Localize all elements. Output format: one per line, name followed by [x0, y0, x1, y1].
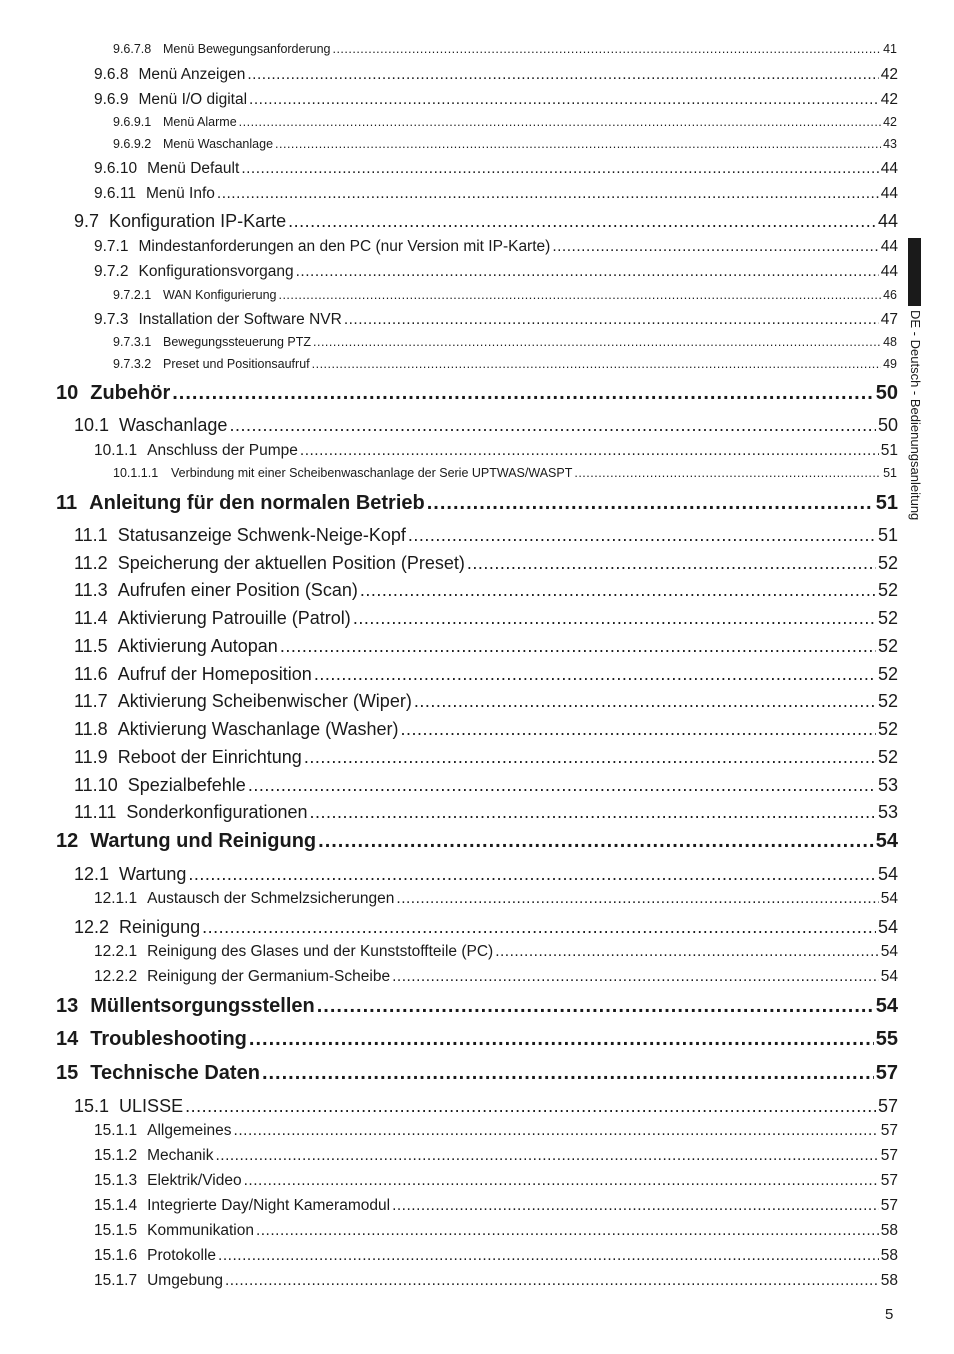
toc-page: 52: [877, 747, 898, 767]
toc-title: Menü I/O digital: [138, 91, 248, 108]
toc-page: 42: [880, 66, 898, 83]
toc-title: Elektrik/Video: [147, 1172, 242, 1189]
toc-entry[interactable]: [74, 636, 898, 657]
leader-dots: [215, 1147, 878, 1165]
toc-number: 9.7.1: [94, 238, 129, 255]
toc-number: 9.7.3.2: [113, 357, 152, 371]
toc-entry[interactable]: [94, 160, 898, 178]
toc-page: 57: [880, 1172, 898, 1189]
toc-number: 11.2: [74, 553, 108, 573]
toc-title: Technische Daten: [90, 1062, 260, 1084]
toc-entry[interactable]: [74, 917, 898, 938]
toc-page: 54: [877, 917, 898, 937]
toc-number: 11: [56, 492, 78, 514]
toc-page: 52: [877, 580, 898, 600]
toc-number: 15.1.2: [94, 1147, 138, 1164]
toc-title: Preset und Positionsaufruf: [163, 357, 310, 371]
toc-page: 50: [877, 415, 898, 435]
leader-dots: [218, 1247, 879, 1265]
toc-entry[interactable]: [74, 775, 898, 796]
toc-title: Aktivierung Scheibenwischer (Wiper): [117, 691, 412, 711]
leader-dots: [239, 115, 881, 129]
toc-page: 49: [883, 357, 897, 371]
toc-number: 11.3: [74, 580, 108, 600]
toc-entry[interactable]: [94, 1272, 898, 1290]
toc-title: Konfigurationsvorgang: [138, 263, 294, 280]
leader-dots: [414, 691, 876, 712]
leader-dots: [202, 917, 876, 938]
toc-entry[interactable]: [74, 1096, 898, 1117]
toc-title: Austausch der Schmelzsicherungen: [147, 890, 395, 907]
toc-number: 11.10: [74, 775, 118, 795]
leader-dots: [275, 137, 881, 151]
toc-number: 11.8: [74, 719, 108, 739]
page-number: 5: [885, 1306, 894, 1323]
toc-number: 11.1: [74, 525, 108, 545]
toc-entry[interactable]: [94, 968, 898, 986]
leader-dots: [314, 664, 876, 685]
leader-dots: [229, 415, 876, 436]
leader-dots: [392, 1197, 879, 1215]
toc-title: Anschluss der Pumpe: [147, 442, 298, 459]
toc-page: 57: [877, 1096, 898, 1116]
toc-number: 10.1: [74, 415, 110, 435]
toc-entry[interactable]: [113, 288, 897, 302]
toc-number: 9.6.8: [94, 66, 129, 83]
toc-number: 15.1.5: [94, 1222, 138, 1239]
toc-number: 15.1.4: [94, 1197, 138, 1214]
toc-page: 54: [875, 995, 898, 1017]
toc-number: 11.6: [74, 664, 108, 684]
toc-page: 52: [877, 553, 898, 573]
toc-chapter[interactable]: [56, 830, 898, 853]
leader-dots: [288, 211, 876, 232]
toc-title: Waschanlage: [119, 415, 228, 435]
toc-number: 15.1.6: [94, 1247, 138, 1264]
leader-dots: [304, 747, 876, 768]
leader-dots: [552, 238, 878, 256]
toc-title: Reinigung: [119, 917, 201, 937]
toc-page: 52: [877, 636, 898, 656]
leader-dots: [318, 830, 874, 853]
toc-page: 52: [877, 608, 898, 628]
leader-dots: [392, 968, 879, 986]
toc-page: 48: [883, 335, 897, 349]
toc-title: Menü Alarme: [163, 115, 237, 129]
toc-entry[interactable]: [94, 263, 898, 281]
leader-dots: [427, 492, 874, 515]
toc-entry[interactable]: [74, 719, 898, 740]
toc-page: 54: [877, 864, 898, 884]
toc-entry[interactable]: [74, 691, 898, 712]
toc-chapter[interactable]: [56, 382, 898, 405]
toc-page: 44: [880, 263, 898, 280]
leader-dots: [234, 1122, 879, 1140]
toc-number: 9.6.9: [94, 91, 129, 108]
toc-number: 10: [56, 382, 79, 404]
toc-number: 10.1.1: [94, 442, 138, 459]
toc-page: 53: [877, 775, 898, 795]
leader-dots: [317, 995, 874, 1018]
toc-number: 9.6.9.1: [113, 115, 152, 129]
toc-entry[interactable]: [94, 1222, 898, 1240]
toc-page: 57: [880, 1197, 898, 1214]
toc-page: 51: [875, 492, 898, 514]
toc-title: Menü Default: [147, 160, 240, 177]
toc-chapter[interactable]: [56, 492, 898, 515]
toc-title: Sonderkonfigurationen: [126, 802, 308, 822]
toc-entry[interactable]: [74, 802, 898, 823]
leader-dots: [467, 553, 876, 574]
toc-title: Bewegungssteuerung PTZ: [163, 335, 312, 349]
toc-page: 44: [880, 160, 898, 177]
toc-entry[interactable]: [74, 415, 898, 436]
toc-title: Konfiguration IP-Karte: [109, 211, 287, 231]
toc-entry[interactable]: [74, 580, 898, 601]
toc-number: 11.9: [74, 747, 108, 767]
toc-title: Menü Info: [145, 185, 215, 202]
leader-dots: [296, 263, 879, 281]
toc-title: Wartung und Reinigung: [90, 830, 317, 852]
toc-entry[interactable]: [74, 864, 898, 885]
toc-number: 12.2: [74, 917, 110, 937]
toc-number: 11.11: [74, 802, 117, 822]
toc-page: 57: [875, 1062, 898, 1084]
toc-number: 12.1.1: [94, 890, 138, 907]
toc-page: 51: [877, 525, 898, 545]
toc-page: 54: [880, 968, 898, 985]
toc-number: 10.1.1.1: [113, 466, 159, 480]
toc-number: 9.6.9.2: [113, 137, 152, 151]
toc-number: 11.4: [74, 608, 108, 628]
toc-number: 14: [56, 1028, 79, 1050]
toc-entry[interactable]: [94, 442, 898, 460]
toc-title: Troubleshooting: [90, 1028, 247, 1050]
toc-page: 42: [880, 91, 898, 108]
toc-title: Wartung: [119, 864, 187, 884]
leader-dots: [248, 775, 876, 796]
toc-title: Reinigung der Germanium-Scheibe: [147, 968, 391, 985]
toc-page: 54: [875, 830, 898, 852]
toc-title: Allgemeines: [147, 1122, 232, 1139]
toc-entry[interactable]: [74, 553, 898, 574]
leader-dots: [400, 719, 875, 740]
toc-page: 47: [880, 311, 898, 328]
leader-dots: [408, 525, 876, 546]
toc-page: 58: [880, 1247, 898, 1264]
leader-dots: [244, 1172, 879, 1190]
toc-title: WAN Konfigurierung: [163, 288, 277, 302]
toc-page: 54: [880, 890, 898, 907]
toc-page: 55: [875, 1028, 898, 1050]
toc-chapter[interactable]: [56, 1062, 898, 1085]
toc-entry[interactable]: [94, 185, 898, 203]
toc-title: Menü Anzeigen: [138, 66, 246, 83]
toc-number: 9.7.3.1: [113, 335, 152, 349]
leader-dots: [256, 1222, 879, 1240]
toc-page: 53: [877, 802, 898, 822]
toc-page: 42: [883, 115, 897, 129]
toc-title: Reboot der Einrichtung: [117, 747, 302, 767]
toc-entry[interactable]: [94, 1172, 898, 1190]
toc-number: 12.2.2: [94, 968, 138, 985]
toc-entry[interactable]: [94, 1197, 898, 1215]
toc-number: 15: [56, 1062, 79, 1084]
leader-dots: [312, 357, 881, 371]
toc-title: ULISSE: [119, 1096, 184, 1116]
toc-entry[interactable]: [94, 943, 898, 961]
toc-number: 9.6.10: [94, 160, 138, 177]
toc-page: 44: [880, 238, 898, 255]
leader-dots: [313, 335, 881, 349]
toc-number: 15.1.7: [94, 1272, 138, 1289]
toc-number: 11.7: [74, 691, 108, 711]
language-tab-marker: [908, 238, 921, 306]
toc-number: 9.7.2: [94, 263, 129, 280]
toc-entry[interactable]: [74, 525, 898, 546]
toc-page: 51: [880, 442, 898, 459]
toc-entry[interactable]: [113, 466, 897, 480]
leader-dots: [353, 608, 876, 629]
toc-title: Installation der Software NVR: [138, 311, 342, 328]
toc-title: Mechanik: [147, 1147, 214, 1164]
leader-dots: [262, 1062, 874, 1085]
toc-entry[interactable]: [94, 238, 898, 256]
toc-number: 15.1.1: [94, 1122, 138, 1139]
toc-title: Aufrufen einer Position (Scan): [117, 580, 358, 600]
toc-title: Reinigung des Glases und der Kunststoffteile (PC): [147, 943, 494, 960]
toc-title: Aktivierung Waschanlage (Washer): [117, 719, 399, 739]
toc-entry[interactable]: [74, 608, 898, 629]
toc-entry[interactable]: [113, 137, 897, 151]
toc-title: Verbindung mit einer Scheibenwaschanlage der Serie UPTWAS/WASPT: [171, 466, 573, 480]
toc-title: Müllentsorgungsstellen: [90, 995, 315, 1017]
leader-dots: [300, 442, 879, 460]
leader-dots: [495, 943, 879, 961]
toc-title: Aufruf der Homeposition: [117, 664, 312, 684]
toc-title: Protokolle: [147, 1247, 217, 1264]
toc-number: 15.1: [74, 1096, 110, 1116]
toc-title: Aktivierung Autopan: [117, 636, 278, 656]
toc-title: Aktivierung Patrouille (Patrol): [117, 608, 351, 628]
toc-title: Kommunikation: [147, 1222, 254, 1239]
toc-title: Mindestanforderungen an den PC (nur Version mit IP-Karte): [138, 238, 551, 255]
toc-title: Anleitung für den normalen Betrieb: [89, 492, 425, 514]
toc-number: 9.6.7.8: [113, 42, 152, 56]
toc-number: 12.1: [74, 864, 110, 884]
toc-chapter[interactable]: [56, 1028, 898, 1051]
leader-dots: [310, 802, 876, 823]
toc-entry[interactable]: [113, 335, 897, 349]
toc-number: 15.1.3: [94, 1172, 138, 1189]
toc-entry[interactable]: [74, 664, 898, 685]
toc-page: 57: [880, 1122, 898, 1139]
leader-dots: [396, 890, 878, 908]
toc-page: 50: [875, 382, 898, 404]
toc-number: 12: [56, 830, 79, 852]
toc-entry[interactable]: [94, 1122, 898, 1140]
toc-page: 44: [877, 211, 898, 231]
toc-page: 41: [883, 42, 897, 56]
leader-dots: [360, 580, 876, 601]
toc-page: 57: [880, 1147, 898, 1164]
toc-number: 9.7.3: [94, 311, 129, 328]
leader-dots: [172, 382, 874, 405]
leader-dots: [185, 1096, 876, 1117]
toc-page: 52: [877, 719, 898, 739]
leader-dots: [188, 864, 876, 885]
toc-page: 43: [883, 137, 897, 151]
side-language-label: DE - Deutsch - Bedienungsanleitung: [908, 310, 923, 521]
toc-title: Speicherung der aktuellen Position (Preset): [117, 553, 465, 573]
toc-title: Spezialbefehle: [127, 775, 246, 795]
leader-dots: [332, 42, 881, 56]
toc-page: 54: [880, 943, 898, 960]
toc-page: 58: [880, 1222, 898, 1239]
leader-dots: [574, 466, 881, 480]
toc-entry[interactable]: [94, 311, 898, 329]
toc-number: 9.7.2.1: [113, 288, 152, 302]
toc-title: Integrierte Day/Night Kameramodul: [147, 1197, 391, 1214]
leader-dots: [225, 1272, 879, 1290]
toc-entry[interactable]: [74, 747, 898, 768]
toc-page: 46: [883, 288, 897, 302]
toc-title: Statusanzeige Schwenk-Neige-Kopf: [117, 525, 406, 545]
toc-title: Umgebung: [147, 1272, 223, 1289]
toc-number: 13: [56, 995, 79, 1017]
toc-entry[interactable]: [94, 91, 898, 109]
leader-dots: [280, 636, 876, 657]
leader-dots: [249, 91, 879, 109]
toc-entry[interactable]: [94, 1247, 898, 1265]
toc-entry[interactable]: [113, 357, 897, 371]
toc-title: Menü Waschanlage: [163, 137, 274, 151]
toc-title: Zubehör: [90, 382, 171, 404]
toc-entry[interactable]: [74, 211, 898, 232]
leader-dots: [241, 160, 878, 178]
toc-title: Menü Bewegungsanforderung: [163, 42, 331, 56]
toc-entry[interactable]: [113, 42, 897, 56]
leader-dots: [217, 185, 879, 203]
toc-chapter[interactable]: [56, 995, 898, 1018]
toc-page: 52: [877, 691, 898, 711]
toc-page: 58: [880, 1272, 898, 1289]
toc-page: 51: [883, 466, 897, 480]
toc-entry[interactable]: [94, 1147, 898, 1165]
toc-number: 9.7: [74, 211, 100, 231]
toc-entry[interactable]: [113, 115, 897, 129]
leader-dots: [249, 1028, 874, 1051]
toc-page: 44: [880, 185, 898, 202]
toc-entry[interactable]: [94, 66, 898, 84]
toc-number: 11.5: [74, 636, 108, 656]
toc-number: 12.2.1: [94, 943, 138, 960]
leader-dots: [278, 288, 881, 302]
leader-dots: [344, 311, 879, 329]
toc-entry[interactable]: [94, 890, 898, 908]
toc-page: 52: [877, 664, 898, 684]
leader-dots: [247, 66, 878, 84]
toc-number: 9.6.11: [94, 185, 136, 202]
